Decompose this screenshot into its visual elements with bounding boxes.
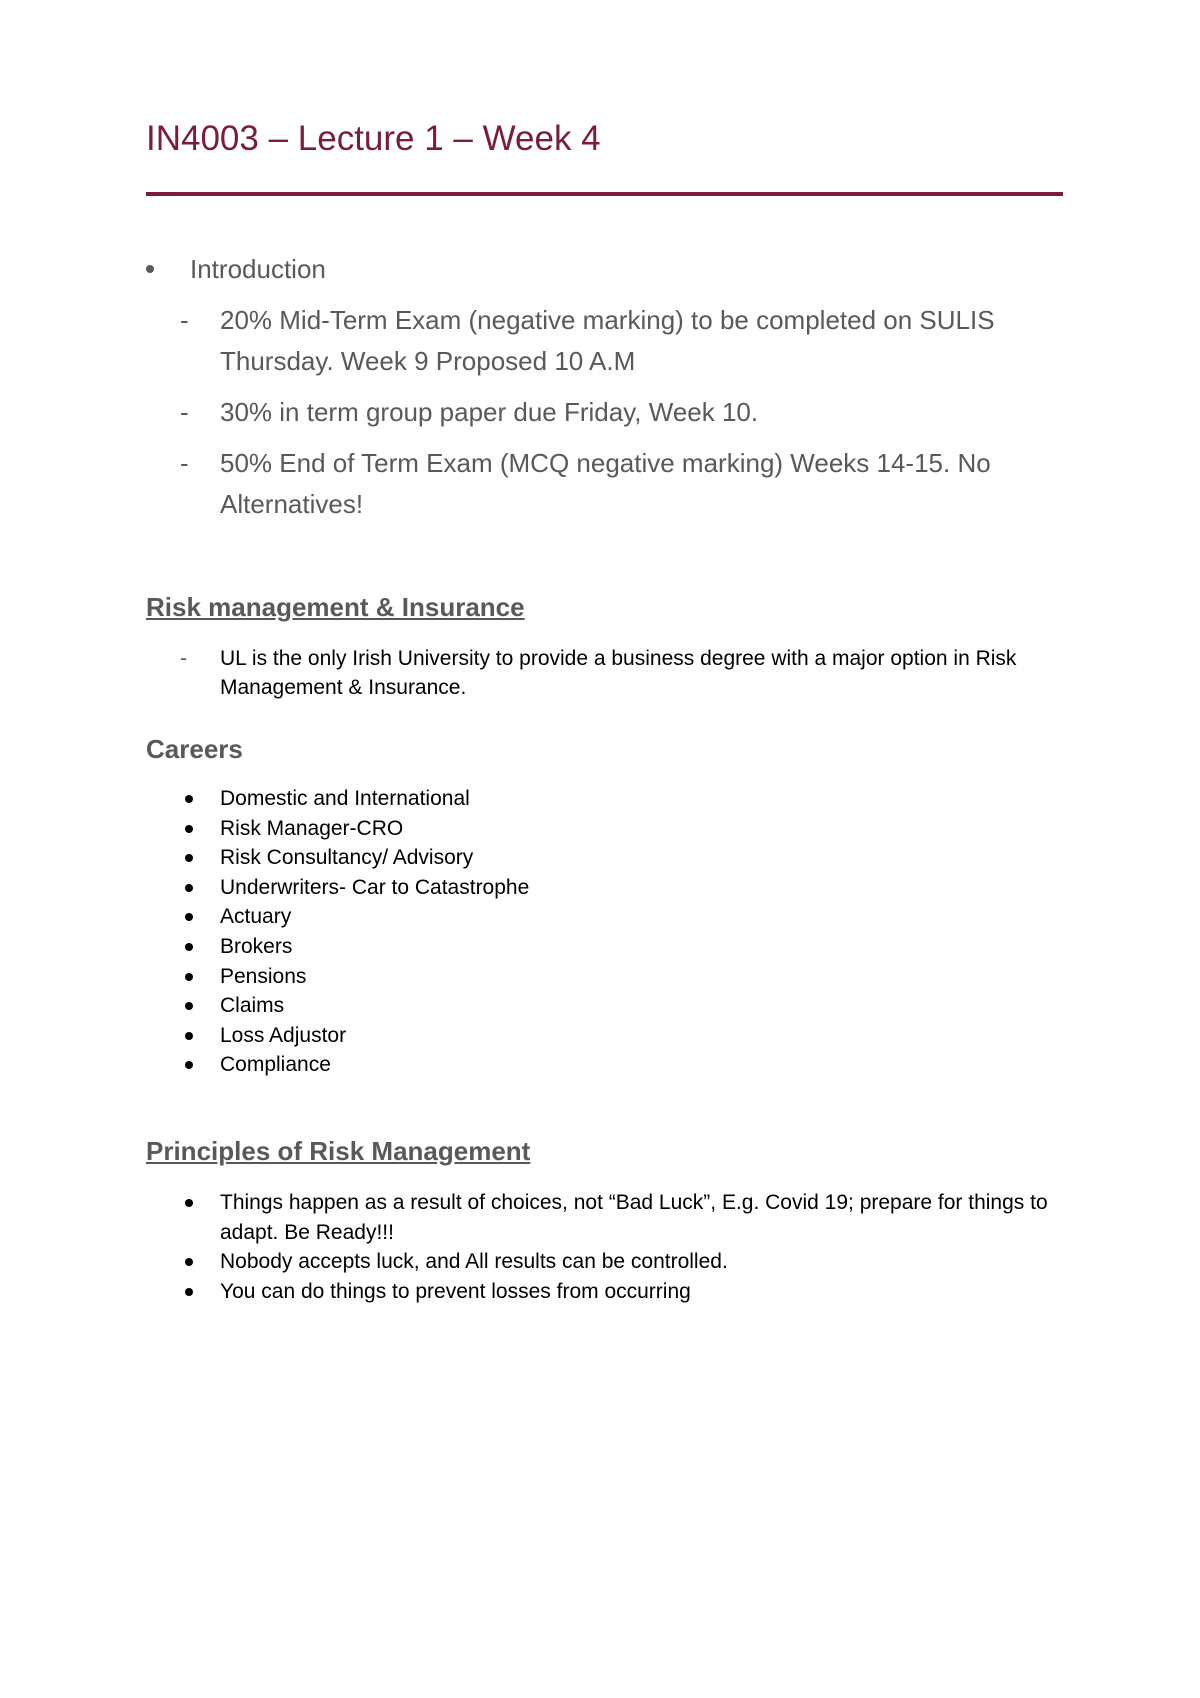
bullet-dot-icon — [185, 913, 193, 921]
bullet-dot-icon — [185, 973, 193, 981]
intro-item — [180, 443, 1060, 525]
intro-item-text: 20% Mid-Term Exam (negative marking) to be completed on SULIS Thursday. Week 9 Proposed 10 A.M — [220, 305, 995, 376]
list-item: Nobody accepts luck, and All results can be controlled. — [180, 1247, 1070, 1277]
list-item: Compliance — [180, 1050, 1070, 1080]
bullet-dot-icon — [146, 265, 154, 273]
bullet-dot-icon — [185, 825, 193, 833]
list-item: Things happen as a result of choices, not “Bad Luck”, E.g. Covid 19; prepare for things to adapt. Be Ready!!! — [180, 1188, 1070, 1247]
list-item: Actuary — [180, 902, 1070, 932]
bullet-dot-icon — [185, 1258, 193, 1266]
risk-dash-item — [180, 644, 1060, 702]
bullet-dot-icon — [185, 943, 193, 951]
bullet-dot-icon — [185, 1199, 193, 1207]
list-item: Brokers — [180, 932, 1070, 962]
bullet-dot-icon — [185, 1288, 193, 1296]
list-item: Pensions — [180, 962, 1070, 992]
bullet-dot-icon — [185, 854, 193, 862]
list-item: You can do things to prevent losses from occurring — [180, 1277, 1070, 1307]
risk-management-heading: Risk management & Insurance — [146, 592, 525, 622]
list-item: Loss Adjustor — [180, 1021, 1070, 1051]
intro-dash-list — [180, 300, 1060, 535]
bullet-dot-icon — [185, 884, 193, 892]
intro-item — [180, 300, 1060, 382]
page-title: IN4003 – Lecture 1 – Week 4 — [146, 119, 601, 158]
bullet-dot-icon — [185, 1061, 193, 1069]
intro-item-text: 30% in term group paper due Friday, Week 10. — [220, 397, 759, 427]
risk-item-text: UL is the only Irish University to provide a business degree with a major option in Risk Management & Insurance. — [220, 647, 1017, 699]
list-item: Domestic and International — [180, 784, 1070, 814]
dash-marker: - — [180, 647, 187, 670]
list-item: Risk Manager-CRO — [180, 814, 1070, 844]
intro-item-text: 50% End of Term Exam (MCQ negative marking) Weeks 14-15. No Alternatives! — [220, 448, 991, 519]
principles-heading: Principles of Risk Management — [146, 1136, 531, 1166]
bullet-dot-icon — [185, 1032, 193, 1040]
title-underline-rule — [146, 192, 1063, 196]
list-item: Underwriters- Car to Catastrophe — [180, 873, 1070, 903]
list-item: Risk Consultancy/ Advisory — [180, 843, 1070, 873]
bullet-dot-icon — [185, 795, 193, 803]
principles-list — [180, 1188, 1070, 1306]
intro-item — [180, 392, 1060, 433]
careers-heading: Careers — [146, 734, 243, 764]
dash-marker: - — [180, 305, 189, 335]
bullet-dot-icon — [185, 1002, 193, 1010]
intro-label: Introduction — [190, 254, 326, 284]
dash-marker: - — [180, 397, 189, 427]
dash-marker: - — [180, 448, 189, 478]
list-item: Claims — [180, 991, 1070, 1021]
careers-list — [180, 784, 1070, 1080]
